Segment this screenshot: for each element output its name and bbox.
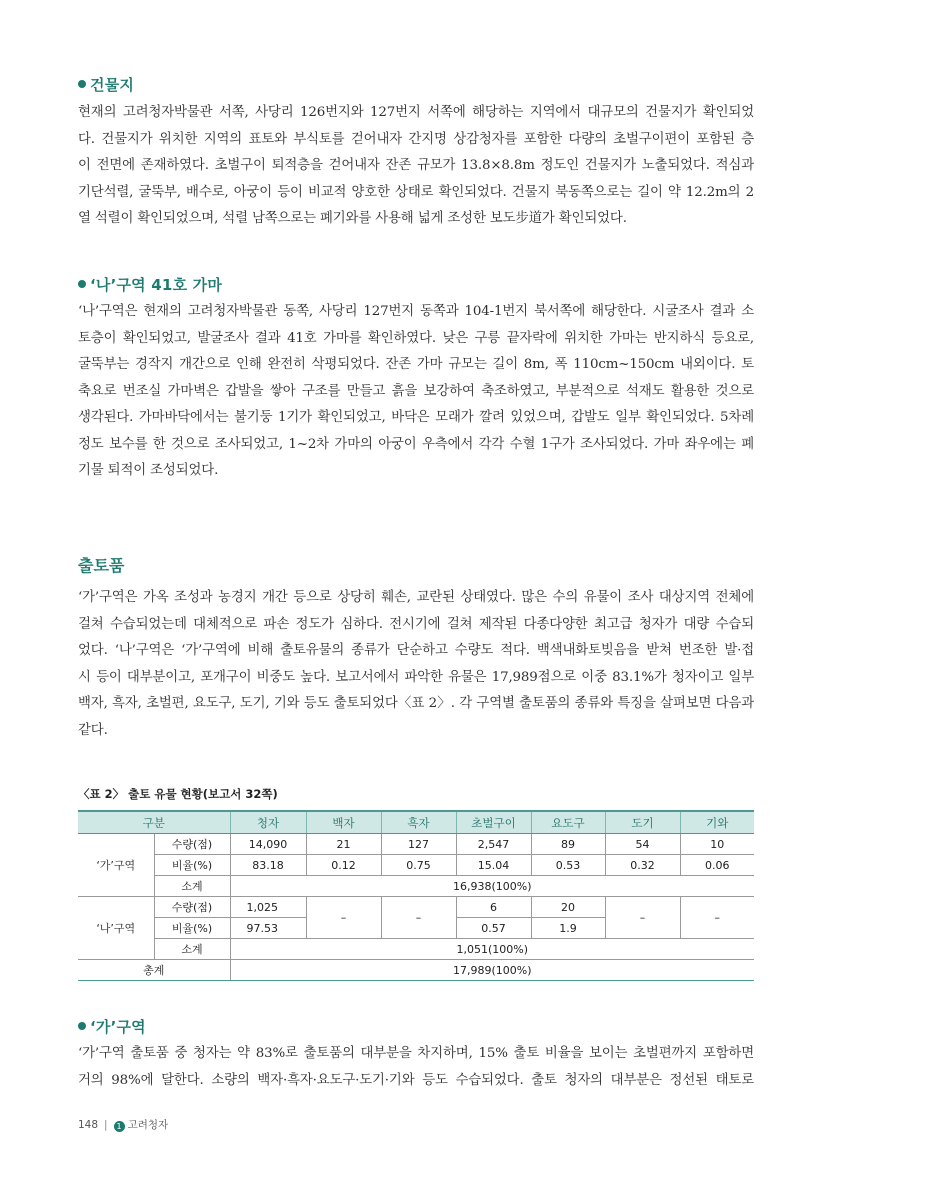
section-heading-kiln: ‘나’구역 41호 가마 — [78, 274, 222, 295]
text-line: 이 전면에 존재하였다. 초벌구이 퇴적층을 걷어내자 잔존 규모가 13.8×8.8m 정도인 건물지가 노출되었다. 적심과 — [78, 158, 754, 173]
table-cell: 1.9 — [531, 918, 605, 939]
header-cell: 구분 — [78, 811, 230, 834]
table-header-row — [78, 811, 754, 834]
page-footer — [78, 1117, 168, 1132]
table-row — [78, 876, 754, 897]
text-line: 걸쳐 수습되었는데 대체적으로 파손 정도가 심하다. 전시기에 걸쳐 제작된 다종다양한 최고급 청자가 대량 수습되 — [78, 616, 754, 632]
row-label: 소계 — [154, 876, 230, 897]
text-line: 열 석렬이 확인되었으며, 석렬 남쪽으로는 폐기와를 사용해 넓게 조성한 보도步道가 확인되었다. — [78, 211, 627, 226]
table-cell: 83.18 — [230, 855, 306, 876]
header-cell: 흑자 — [381, 811, 456, 834]
table-caption: 〈표 2〉 출토 유물 현황(보고서 32쪽) — [78, 787, 278, 801]
table-cell: 0.57 — [456, 918, 531, 939]
paragraph-building — [78, 100, 754, 233]
header-cell: 초벌구이 — [456, 811, 531, 834]
table-cell: 21 — [306, 834, 381, 855]
text-line: 토층이 확인되었고, 발굴조사 결과 41호 가마를 확인하였다. 낮은 구릉 끝자락에 위치한 가마는 반지하식 등요로, — [78, 330, 754, 346]
table-cell: 1,025 — [230, 897, 306, 918]
row-label: 비율(%) — [154, 918, 230, 939]
text-line: 현재의 고려청자박물관 서쪽, 사당리 126번지와 127번지 서쪽에 해당하는 지역에서 대규모의 건물지가 확인되었 — [78, 105, 754, 120]
table-cell: 6 — [456, 897, 531, 918]
row-group-label: 총계 — [78, 960, 230, 981]
total-cell: 17,989(100%) — [230, 960, 754, 981]
text-line: 시 등이 대부분이고, 포개구이 비중도 높다. 보고서에서 파악한 유물은 17,989점으로 이중 83.1%가 청자이고 일부 — [78, 669, 754, 685]
bullet-icon — [78, 80, 86, 88]
table-cell: 10 — [680, 834, 754, 855]
table-row — [78, 855, 754, 876]
text-line: ‘나’구역은 현재의 고려청자박물관 동쪽, 사당리 127번지 동쪽과 104-1번지 북서쪽에 해당한다. 시굴조사 결과 소 — [78, 304, 754, 319]
table-row — [78, 834, 754, 855]
text-line: 같다. — [78, 722, 108, 738]
table-cell: 127 — [381, 834, 456, 855]
bullet-icon — [78, 280, 86, 288]
text-line: 백자, 흑자, 초벌편, 요도구, 도기, 기와 등도 출토되었다〈표 2〉. 각 구역별 출토품의 종류와 특징을 살펴보면 다음과 — [78, 696, 754, 711]
row-label: 수량(점) — [154, 834, 230, 855]
header-cell: 도기 — [605, 811, 680, 834]
table-cell: 0.12 — [306, 855, 381, 876]
table-cell: 0.32 — [605, 855, 680, 876]
table-row — [78, 960, 754, 981]
text-line: ‘가’구역은 가옥 조성과 농경지 개간 등으로 상당히 훼손, 교란된 상태였다. 많은 수의 유물이 조사 대상지역 전체에 — [78, 590, 754, 605]
page-number: 148 — [78, 1119, 99, 1131]
table-cell: 54 — [605, 834, 680, 855]
row-label: 수량(점) — [154, 897, 230, 918]
table-row — [78, 897, 754, 918]
table-cell: 89 — [531, 834, 605, 855]
table-cell: 20 — [531, 897, 605, 918]
row-label: 비율(%) — [154, 855, 230, 876]
table-cell: 0.06 — [680, 855, 754, 876]
paragraph-artifacts — [78, 585, 754, 744]
table-cell: – — [605, 897, 680, 939]
text-line: 다. 건물지가 위치한 지역의 표토와 부식토를 걷어내자 간지명 상감청자를 포함한 다량의 초벌구이편이 포함된 층 — [78, 131, 754, 147]
row-group-label: ‘나’구역 — [78, 897, 154, 960]
row-label: 소계 — [154, 939, 230, 960]
row-group-label: ‘가’구역 — [78, 834, 154, 897]
text-line: 기물 퇴적이 조성되었다. — [78, 463, 219, 478]
text-line: 기단석렬, 굴뚝부, 배수로, 아궁이 등이 비교적 양호한 상태로 확인되었다. 건물지 북동쪽으로는 길이 약 12.2m의 2 — [78, 184, 754, 200]
text-line: 굴뚝부는 경작지 개간으로 인해 완전히 삭평되었다. 잔존 가마 규모는 길이 8m, 폭 110cm~150cm 내외이다. 토 — [78, 357, 754, 372]
text-line: 었다. ‘나’구역은 ‘가’구역에 비해 출토유물의 종류가 단순하고 수량도 적다. 백색내화토빚음을 받쳐 번조한 발·접 — [78, 643, 754, 658]
chapter-number-icon: 1 — [114, 1121, 125, 1132]
chapter-title: 고려청자 — [127, 1119, 169, 1131]
table-cell: – — [680, 897, 754, 939]
table-cell: 14,090 — [230, 834, 306, 855]
text-line: ‘가’구역 출토품 중 청자는 약 83%로 출토품의 대부분을 차지하며, 15% 출토 비율을 보이는 초벌편까지 포함하면 — [78, 1046, 754, 1061]
table-cell: 0.53 — [531, 855, 605, 876]
table-row — [78, 939, 754, 960]
subtotal-cell: 1,051(100%) — [230, 939, 754, 960]
header-cell: 요도구 — [531, 811, 605, 834]
section-heading-building: 건물지 — [78, 74, 134, 95]
table-cell: – — [381, 897, 456, 939]
paragraph-ga — [78, 1041, 754, 1094]
header-cell: 청자 — [230, 811, 306, 834]
footer-separator: | — [104, 1119, 108, 1131]
text-line: 정도 보수를 한 것으로 조사되었고, 1~2차 가마의 아궁이 우측에서 각각 수혈 1구가 조사되었다. 가마 좌우에는 폐 — [78, 436, 754, 452]
text-line: 생각된다. 가마바닥에서는 불기둥 1기가 확인되었고, 바닥은 모래가 깔려 있었으며, 갑발도 일부 확인되었다. 5차례 — [78, 410, 754, 425]
artifact-table — [78, 810, 754, 981]
table-cell: 2,547 — [456, 834, 531, 855]
text-line: 거의 98%에 달한다. 소량의 백자·흑자·요도구·도기·기와 등도 수습되었다. 출토 청자의 대부분은 정선된 태토로 — [78, 1072, 754, 1088]
bullet-icon — [78, 1022, 86, 1030]
table-cell: 15.04 — [456, 855, 531, 876]
subtotal-cell: 16,938(100%) — [230, 876, 754, 897]
header-cell: 기와 — [680, 811, 754, 834]
section-heading-ga: ‘가’구역 — [78, 1016, 146, 1037]
paragraph-kiln — [78, 299, 754, 485]
section-heading-artifacts: 출토품 — [78, 556, 125, 575]
table-cell: – — [306, 897, 381, 939]
text-line: 축요로 번조실 가마벽은 갑발을 쌓아 구조를 만들고 흙을 보강하여 축조하였고, 부분적으로 석재도 활용한 것으로 — [78, 383, 754, 399]
table-cell: 0.75 — [381, 855, 456, 876]
header-cell: 백자 — [306, 811, 381, 834]
table-cell: 97.53 — [230, 918, 306, 939]
